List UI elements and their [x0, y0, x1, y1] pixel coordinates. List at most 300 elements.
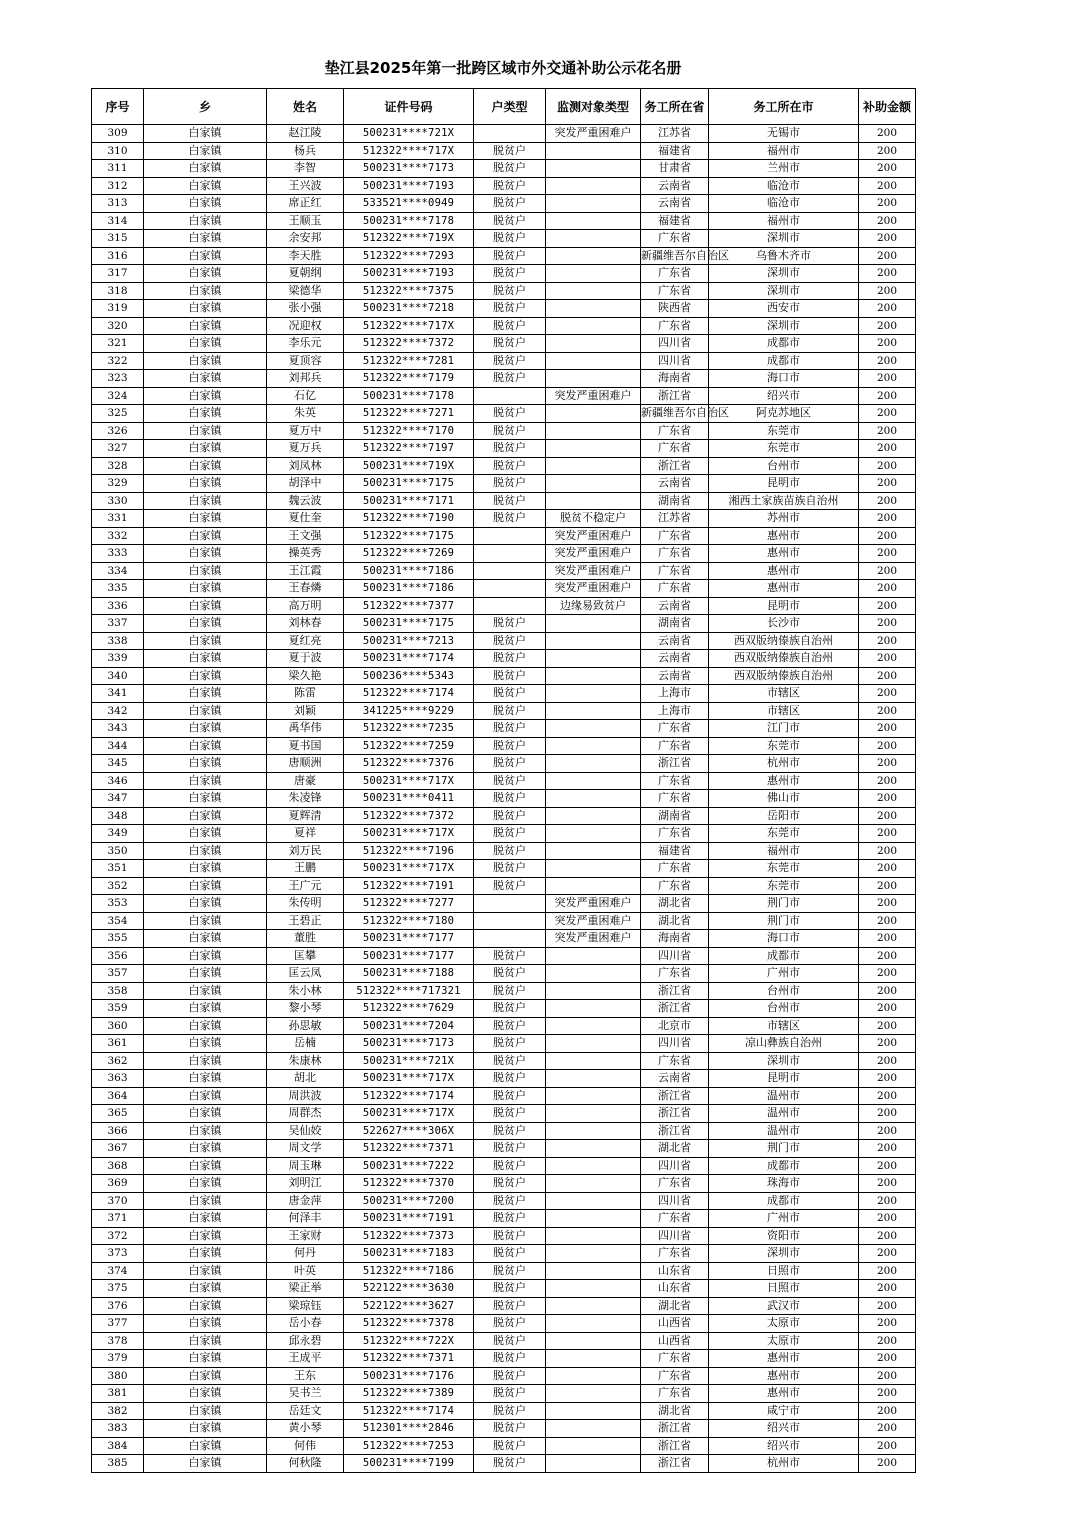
cell-id-number: 500231****7200	[344, 1192, 474, 1210]
cell-work-city: 深圳市	[709, 1245, 859, 1263]
cell-work-province: 云南省	[641, 650, 709, 668]
cell-name: 朱传明	[267, 895, 344, 913]
cell-work-city: 阿克苏地区	[709, 405, 859, 423]
cell-subsidy-amount: 200	[859, 632, 916, 650]
cell-household-type: 脱贫户	[474, 457, 546, 475]
cell-id-number: 500231****0411	[344, 790, 474, 808]
table-row	[92, 947, 916, 965]
cell-work-province: 云南省	[641, 1070, 709, 1088]
cell-monitor-type	[546, 317, 641, 335]
cell-seq: 359	[92, 1000, 144, 1018]
cell-work-city: 苏州市	[709, 510, 859, 528]
cell-name: 刘颖	[267, 702, 344, 720]
cell-subsidy-amount: 200	[859, 300, 916, 318]
cell-work-city: 惠州市	[709, 1367, 859, 1385]
cell-township: 白家镇	[144, 1385, 267, 1403]
cell-id-number: 500231****7173	[344, 1035, 474, 1053]
cell-subsidy-amount: 200	[859, 1035, 916, 1053]
cell-household-type: 脱贫户	[474, 300, 546, 318]
cell-seq: 338	[92, 632, 144, 650]
cell-monitor-type	[546, 790, 641, 808]
cell-work-province: 山东省	[641, 1280, 709, 1298]
cell-name: 赵江陵	[267, 125, 344, 143]
cell-household-type: 脱贫户	[474, 965, 546, 983]
cell-household-type: 脱贫户	[474, 1157, 546, 1175]
cell-work-province: 浙江省	[641, 1087, 709, 1105]
cell-work-city: 西双版纳傣族自治州	[709, 632, 859, 650]
cell-work-city: 惠州市	[709, 1385, 859, 1403]
cell-name: 夏红亮	[267, 632, 344, 650]
cell-subsidy-amount: 200	[859, 562, 916, 580]
cell-id-number: 512322****7629	[344, 1000, 474, 1018]
cell-id-number: 500231****7176	[344, 1367, 474, 1385]
cell-subsidy-amount: 200	[859, 1455, 916, 1473]
cell-township: 白家镇	[144, 1140, 267, 1158]
cell-monitor-type: 突发严重困难户	[546, 895, 641, 913]
cell-monitor-type	[546, 352, 641, 370]
cell-monitor-type	[546, 195, 641, 213]
cell-monitor-type	[546, 1035, 641, 1053]
cell-township: 白家镇	[144, 1052, 267, 1070]
cell-work-province: 广东省	[641, 265, 709, 283]
cell-id-number: 522627****306X	[344, 1122, 474, 1140]
cell-household-type: 脱贫户	[474, 702, 546, 720]
cell-seq: 313	[92, 195, 144, 213]
cell-household-type: 脱贫户	[474, 737, 546, 755]
table-row	[92, 370, 916, 388]
cell-id-number: 500231****7175	[344, 475, 474, 493]
cell-seq: 351	[92, 860, 144, 878]
cell-id-number: 512322****7174	[344, 1087, 474, 1105]
cell-subsidy-amount: 200	[859, 615, 916, 633]
cell-work-city: 珠海市	[709, 1175, 859, 1193]
cell-name: 操英秀	[267, 545, 344, 563]
cell-household-type: 脱贫户	[474, 142, 546, 160]
table-row	[92, 685, 916, 703]
cell-subsidy-amount: 200	[859, 1332, 916, 1350]
cell-seq: 380	[92, 1367, 144, 1385]
cell-township: 白家镇	[144, 422, 267, 440]
cell-township: 白家镇	[144, 1087, 267, 1105]
cell-id-number: 512322****7377	[344, 597, 474, 615]
cell-seq: 328	[92, 457, 144, 475]
cell-seq: 335	[92, 580, 144, 598]
cell-id-number: 512322****7259	[344, 737, 474, 755]
cell-id-number: 500231****717X	[344, 860, 474, 878]
cell-id-number: 522122****3630	[344, 1280, 474, 1298]
cell-monitor-type	[546, 405, 641, 423]
cell-work-city: 荆门市	[709, 912, 859, 930]
cell-id-number: 500231****7178	[344, 212, 474, 230]
cell-seq: 331	[92, 510, 144, 528]
cell-name: 刘林春	[267, 615, 344, 633]
cell-work-province: 四川省	[641, 947, 709, 965]
cell-work-province: 浙江省	[641, 1000, 709, 1018]
cell-name: 孙思敏	[267, 1017, 344, 1035]
cell-monitor-type: 边缘易致贫户	[546, 597, 641, 615]
cell-work-city: 成都市	[709, 947, 859, 965]
cell-id-number: 500231****7218	[344, 300, 474, 318]
header-work-province: 务工所在省	[641, 89, 709, 125]
cell-seq: 326	[92, 422, 144, 440]
cell-id-number: 512322****7271	[344, 405, 474, 423]
cell-id-number: 512322****7372	[344, 807, 474, 825]
cell-seq: 372	[92, 1227, 144, 1245]
table-row	[92, 842, 916, 860]
cell-id-number: 522122****3627	[344, 1297, 474, 1315]
cell-work-city: 无锡市	[709, 125, 859, 143]
cell-work-province: 江苏省	[641, 125, 709, 143]
cell-household-type: 脱贫户	[474, 405, 546, 423]
cell-township: 白家镇	[144, 212, 267, 230]
cell-household-type	[474, 387, 546, 405]
cell-id-number: 512322****7253	[344, 1437, 474, 1455]
cell-household-type: 脱贫户	[474, 1350, 546, 1368]
cell-name: 陈雷	[267, 685, 344, 703]
table-row	[92, 125, 916, 143]
cell-monitor-type	[546, 702, 641, 720]
cell-id-number: 500231****719X	[344, 457, 474, 475]
cell-subsidy-amount: 200	[859, 755, 916, 773]
cell-subsidy-amount: 200	[859, 737, 916, 755]
cell-township: 白家镇	[144, 790, 267, 808]
table-row	[92, 387, 916, 405]
cell-work-city: 西安市	[709, 300, 859, 318]
cell-seq: 310	[92, 142, 144, 160]
cell-subsidy-amount: 200	[859, 965, 916, 983]
cell-work-city: 兰州市	[709, 160, 859, 178]
cell-work-province: 浙江省	[641, 457, 709, 475]
table-row	[92, 527, 916, 545]
cell-id-number: 512322****7371	[344, 1140, 474, 1158]
cell-household-type: 脱贫户	[474, 1332, 546, 1350]
cell-monitor-type	[546, 1402, 641, 1420]
cell-id-number: 512322****7175	[344, 527, 474, 545]
cell-household-type: 脱贫户	[474, 1227, 546, 1245]
cell-work-province: 海南省	[641, 930, 709, 948]
cell-township: 白家镇	[144, 982, 267, 1000]
cell-subsidy-amount: 200	[859, 1017, 916, 1035]
cell-household-type: 脱贫户	[474, 1315, 546, 1333]
cell-monitor-type	[546, 1087, 641, 1105]
cell-seq: 371	[92, 1210, 144, 1228]
cell-id-number: 500231****7213	[344, 632, 474, 650]
cell-seq: 345	[92, 755, 144, 773]
cell-work-province: 广东省	[641, 825, 709, 843]
cell-work-city: 广州市	[709, 965, 859, 983]
cell-work-province: 广东省	[641, 1175, 709, 1193]
table-row	[92, 212, 916, 230]
cell-monitor-type	[546, 685, 641, 703]
cell-name: 况迎权	[267, 317, 344, 335]
cell-id-number: 512301****2846	[344, 1420, 474, 1438]
cell-household-type: 脱贫户	[474, 790, 546, 808]
cell-township: 白家镇	[144, 737, 267, 755]
cell-township: 白家镇	[144, 1350, 267, 1368]
document-title: 垫江县2025年第一批跨区域市外交通补助公示花名册	[324, 59, 682, 77]
cell-seq: 356	[92, 947, 144, 965]
cell-work-province: 浙江省	[641, 387, 709, 405]
cell-subsidy-amount: 200	[859, 580, 916, 598]
cell-township: 白家镇	[144, 580, 267, 598]
cell-household-type: 脱贫户	[474, 1052, 546, 1070]
cell-monitor-type	[546, 300, 641, 318]
cell-name: 董胜	[267, 930, 344, 948]
cell-seq: 381	[92, 1385, 144, 1403]
cell-subsidy-amount: 200	[859, 1350, 916, 1368]
cell-monitor-type	[546, 1175, 641, 1193]
cell-work-province: 甘肃省	[641, 160, 709, 178]
cell-household-type: 脱贫户	[474, 282, 546, 300]
cell-township: 白家镇	[144, 632, 267, 650]
cell-seq: 384	[92, 1437, 144, 1455]
cell-seq: 367	[92, 1140, 144, 1158]
cell-work-city: 临沧市	[709, 195, 859, 213]
table-row	[92, 1350, 916, 1368]
cell-work-city: 荆门市	[709, 895, 859, 913]
cell-work-city: 温州市	[709, 1105, 859, 1123]
cell-work-city: 杭州市	[709, 1455, 859, 1473]
cell-work-province: 浙江省	[641, 1420, 709, 1438]
cell-id-number: 512322****717X	[344, 142, 474, 160]
cell-name: 唐金萍	[267, 1192, 344, 1210]
cell-id-number: 500231****7178	[344, 387, 474, 405]
table-row	[92, 492, 916, 510]
cell-name: 刘凤林	[267, 457, 344, 475]
cell-seq: 358	[92, 982, 144, 1000]
table-row	[92, 282, 916, 300]
cell-work-city: 深圳市	[709, 230, 859, 248]
cell-household-type: 脱贫户	[474, 335, 546, 353]
table-row	[92, 807, 916, 825]
cell-work-city: 深圳市	[709, 1052, 859, 1070]
cell-subsidy-amount: 200	[859, 790, 916, 808]
cell-township: 白家镇	[144, 1315, 267, 1333]
cell-household-type: 脱贫户	[474, 1000, 546, 1018]
cell-work-province: 广东省	[641, 737, 709, 755]
cell-id-number: 512322****717321	[344, 982, 474, 1000]
table-row	[92, 1367, 916, 1385]
cell-work-city: 市辖区	[709, 1017, 859, 1035]
cell-township: 白家镇	[144, 1280, 267, 1298]
cell-name: 夏仕奎	[267, 510, 344, 528]
cell-subsidy-amount: 200	[859, 1245, 916, 1263]
cell-id-number: 512322****7180	[344, 912, 474, 930]
cell-name: 夏于波	[267, 650, 344, 668]
cell-subsidy-amount: 200	[859, 1280, 916, 1298]
cell-id-number: 500231****717X	[344, 1070, 474, 1088]
cell-work-province: 云南省	[641, 632, 709, 650]
cell-subsidy-amount: 200	[859, 510, 916, 528]
table-row	[92, 457, 916, 475]
cell-township: 白家镇	[144, 1227, 267, 1245]
cell-work-city: 惠州市	[709, 772, 859, 790]
cell-work-city: 台州市	[709, 1000, 859, 1018]
cell-township: 白家镇	[144, 1000, 267, 1018]
cell-township: 白家镇	[144, 160, 267, 178]
cell-township: 白家镇	[144, 457, 267, 475]
cell-work-city: 海口市	[709, 370, 859, 388]
cell-id-number: 500231****7175	[344, 615, 474, 633]
cell-work-city: 东莞市	[709, 422, 859, 440]
cell-work-province: 广东省	[641, 1367, 709, 1385]
cell-work-city: 台州市	[709, 982, 859, 1000]
cell-township: 白家镇	[144, 1192, 267, 1210]
cell-township: 白家镇	[144, 1367, 267, 1385]
cell-township: 白家镇	[144, 125, 267, 143]
cell-township: 白家镇	[144, 1157, 267, 1175]
cell-household-type: 脱贫户	[474, 177, 546, 195]
cell-work-city: 东莞市	[709, 825, 859, 843]
cell-seq: 364	[92, 1087, 144, 1105]
table-row	[92, 790, 916, 808]
table-row	[92, 1070, 916, 1088]
cell-seq: 373	[92, 1245, 144, 1263]
cell-work-province: 广东省	[641, 230, 709, 248]
table-row	[92, 772, 916, 790]
cell-seq: 361	[92, 1035, 144, 1053]
cell-township: 白家镇	[144, 247, 267, 265]
cell-township: 白家镇	[144, 1105, 267, 1123]
cell-id-number: 512322****7196	[344, 842, 474, 860]
cell-seq: 365	[92, 1105, 144, 1123]
cell-work-province: 湖北省	[641, 912, 709, 930]
cell-monitor-type	[546, 1227, 641, 1245]
cell-household-type: 脱贫户	[474, 877, 546, 895]
cell-work-province: 浙江省	[641, 982, 709, 1000]
cell-household-type: 脱贫户	[474, 1210, 546, 1228]
table-row	[92, 195, 916, 213]
cell-work-province: 浙江省	[641, 1122, 709, 1140]
cell-monitor-type	[546, 965, 641, 983]
cell-id-number: 512322****7376	[344, 755, 474, 773]
cell-name: 何泽丰	[267, 1210, 344, 1228]
cell-subsidy-amount: 200	[859, 702, 916, 720]
cell-seq: 383	[92, 1420, 144, 1438]
cell-monitor-type	[546, 755, 641, 773]
table-row	[92, 1385, 916, 1403]
cell-township: 白家镇	[144, 527, 267, 545]
cell-subsidy-amount: 200	[859, 930, 916, 948]
cell-id-number: 512322****722X	[344, 1332, 474, 1350]
cell-id-number: 500231****7183	[344, 1245, 474, 1263]
table-row	[92, 177, 916, 195]
cell-household-type: 脱贫户	[474, 265, 546, 283]
cell-subsidy-amount: 200	[859, 1385, 916, 1403]
cell-name: 张小强	[267, 300, 344, 318]
cell-monitor-type: 突发严重困难户	[546, 912, 641, 930]
cell-subsidy-amount: 200	[859, 982, 916, 1000]
header-row	[92, 89, 916, 125]
cell-name: 魏云波	[267, 492, 344, 510]
table-row	[92, 632, 916, 650]
header-name: 姓名	[267, 89, 344, 125]
cell-name: 高万明	[267, 597, 344, 615]
cell-township: 白家镇	[144, 895, 267, 913]
cell-work-city: 绍兴市	[709, 1437, 859, 1455]
cell-township: 白家镇	[144, 230, 267, 248]
cell-name: 何秋隆	[267, 1455, 344, 1473]
cell-subsidy-amount: 200	[859, 1227, 916, 1245]
table-row	[92, 650, 916, 668]
cell-name: 李乐元	[267, 335, 344, 353]
cell-township: 白家镇	[144, 282, 267, 300]
cell-work-city: 惠州市	[709, 545, 859, 563]
cell-subsidy-amount: 200	[859, 440, 916, 458]
table-row	[92, 265, 916, 283]
cell-subsidy-amount: 200	[859, 667, 916, 685]
cell-household-type: 脱贫户	[474, 685, 546, 703]
cell-seq: 318	[92, 282, 144, 300]
cell-name: 周玉琳	[267, 1157, 344, 1175]
cell-household-type	[474, 912, 546, 930]
table-row	[92, 877, 916, 895]
table-row	[92, 1035, 916, 1053]
cell-township: 白家镇	[144, 562, 267, 580]
cell-work-city: 昆明市	[709, 597, 859, 615]
cell-subsidy-amount: 200	[859, 877, 916, 895]
cell-monitor-type	[546, 370, 641, 388]
cell-id-number: 512322****7269	[344, 545, 474, 563]
cell-work-province: 云南省	[641, 597, 709, 615]
cell-township: 白家镇	[144, 510, 267, 528]
table-row	[92, 300, 916, 318]
cell-seq: 369	[92, 1175, 144, 1193]
cell-work-province: 福建省	[641, 142, 709, 160]
cell-work-city: 乌鲁木齐市	[709, 247, 859, 265]
cell-name: 梁德华	[267, 282, 344, 300]
cell-monitor-type	[546, 737, 641, 755]
table-row	[92, 1105, 916, 1123]
cell-household-type: 脱贫户	[474, 842, 546, 860]
cell-work-city: 佛山市	[709, 790, 859, 808]
cell-monitor-type: 突发严重困难户	[546, 125, 641, 143]
cell-work-city: 惠州市	[709, 562, 859, 580]
roster-table	[91, 88, 916, 1473]
header-household-type: 户类型	[474, 89, 546, 125]
cell-monitor-type: 突发严重困难户	[546, 562, 641, 580]
cell-id-number: 500231****7174	[344, 650, 474, 668]
cell-id-number: 500231****7177	[344, 930, 474, 948]
header-township: 乡	[144, 89, 267, 125]
cell-work-province: 广东省	[641, 527, 709, 545]
cell-work-province: 山东省	[641, 1262, 709, 1280]
cell-seq: 317	[92, 265, 144, 283]
cell-township: 白家镇	[144, 650, 267, 668]
cell-township: 白家镇	[144, 720, 267, 738]
cell-name: 石亿	[267, 387, 344, 405]
cell-id-number: 533521****0949	[344, 195, 474, 213]
cell-household-type: 脱贫户	[474, 212, 546, 230]
cell-work-city: 成都市	[709, 335, 859, 353]
cell-household-type: 脱贫户	[474, 1122, 546, 1140]
cell-id-number: 512322****717X	[344, 317, 474, 335]
cell-subsidy-amount: 200	[859, 142, 916, 160]
cell-seq: 342	[92, 702, 144, 720]
cell-work-city: 咸宁市	[709, 1402, 859, 1420]
cell-id-number: 512322****7179	[344, 370, 474, 388]
table-row	[92, 1297, 916, 1315]
cell-work-city: 东莞市	[709, 860, 859, 878]
cell-township: 白家镇	[144, 492, 267, 510]
cell-seq: 360	[92, 1017, 144, 1035]
cell-work-province: 海南省	[641, 370, 709, 388]
table-row	[92, 1157, 916, 1175]
cell-work-province: 广东省	[641, 317, 709, 335]
cell-household-type: 脱贫户	[474, 667, 546, 685]
cell-subsidy-amount: 200	[859, 247, 916, 265]
cell-subsidy-amount: 200	[859, 912, 916, 930]
